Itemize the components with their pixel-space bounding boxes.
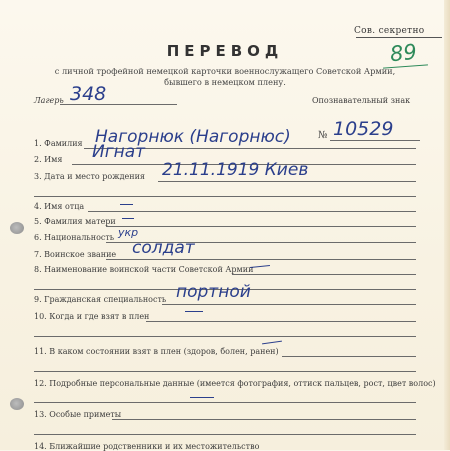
field-relatives-label: 14. Ближайшие родственники и их местожительство [34,442,260,451]
field-rank-line [106,259,416,260]
field-condition-dash [262,341,282,345]
field-capture-label: 10. Когда и где взят в плен [34,312,150,321]
id-mark-prefix: № [318,130,328,141]
field-birth-value: 21.11.1919 Киев [162,160,309,180]
field-mother-line [106,226,416,227]
field-capture-line [146,321,416,322]
punch-hole-bottom [10,398,24,410]
id-mark-line [330,140,420,141]
subtitle-line-2: бывшего в немецком плену. [164,77,286,87]
field-birth-label: 3. Дата и место рождения [34,172,145,181]
field-profession-line [162,304,416,305]
field-condition-label: 11. В каком состоянии взят в плен (здоров, болен, ранен) [34,347,279,356]
camp-value: 348 [70,83,107,105]
handwritten-number: 89 [388,39,418,67]
field-personal-label: 12. Подробные персональные данные (имеется фотография, оттиск пальцев, рост, цвет волос) [34,379,436,388]
field-personal-dash [190,397,214,398]
field-rank-annotation: укр [118,226,139,239]
classification-underline [356,37,442,38]
field-father-dash [120,204,133,205]
field-mother-dash [122,218,134,219]
field-profession-label: 9. Гражданская специальность [34,295,167,304]
field-father-label: 4. Имя отца [34,202,85,211]
field-condition-line-2 [34,371,416,372]
camp-label: Лагерь [34,96,64,105]
field-mother-label: 5. Фамилия матери [34,217,116,226]
field-surname-value: Нагорнюк (Нагорнюс) [95,127,291,147]
field-unit-line [232,274,416,275]
field-firstname-value: Игнат [92,142,146,162]
field-personal-line [34,402,416,403]
field-rank-value: солдат [132,238,195,258]
field-capture-dash [185,311,203,312]
id-mark-value: 10529 [333,118,394,140]
field-condition-line [282,356,416,357]
subtitle-line-1: с личной трофейной немецкой карточки военнослужащего Советской Армии, [54,66,396,76]
classification-stamp: Сов. секретно [354,26,425,36]
field-features-line [112,419,416,420]
field-features-line-2 [34,434,416,435]
field-rank-label: 7. Воинское звание [34,250,117,259]
field-nationality-label: 6. Национальность [34,233,115,242]
field-firstname-label: 2. Имя [34,155,63,164]
punch-hole-top [10,222,24,234]
field-capture-line-2 [34,336,416,337]
field-birth-line-2 [34,196,416,197]
field-father-line [88,211,416,212]
field-features-label: 13. Особые приметы [34,410,122,419]
field-surname-label: 1. Фамилия [34,139,83,148]
field-profession-value: портной [176,282,251,302]
field-birth-line [158,181,416,182]
id-mark-label: Опознавательный знак [312,96,411,105]
field-unit-label: 8. Наименование воинской части Советской Армии [34,265,254,274]
page-title: ПЕРЕВОД [166,42,284,60]
